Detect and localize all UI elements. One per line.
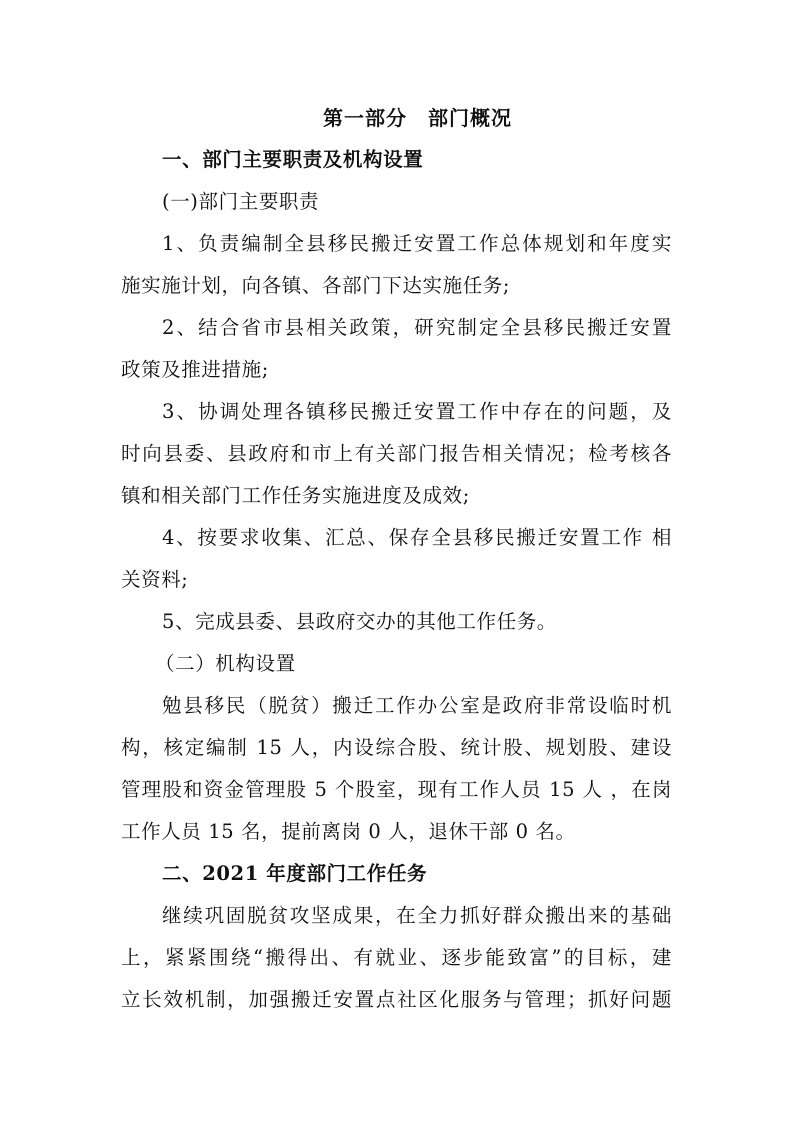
- duty-item3-line2: 时向县委、县政府和市上有关部门报告相关情况；检考核各: [121, 442, 672, 465]
- document-title: 第一部分 部门概况: [323, 106, 512, 130]
- organization-line1: 勉县移民（脱贫）搬迁工作办公室是政府非常设临时机: [162, 694, 672, 717]
- organization-line3: 管理股和资金管理股 5 个股室，现有工作人员 15 人 ，在岗: [121, 778, 672, 801]
- tasks-line2: 上，紧紧围绕“搬得出、有就业、逐步能致富”的目标，建: [121, 946, 672, 969]
- duty-item1-line2: 施实施计划，向各镇、各部门下达实施任务;: [121, 274, 511, 297]
- duty-item2-line1: 2、结合省市县相关政策，研究制定全县移民搬迁安置: [162, 316, 672, 339]
- section1-heading: 一、部门主要职责及机构设置: [162, 148, 424, 171]
- subsection1-heading: (一)部门主要职责: [162, 190, 320, 213]
- duty-item5-line1: 5、完成县委、县政府交办的其他工作任务。: [162, 610, 557, 633]
- duty-item1-line1: 1、负责编制全县移民搬迁安置工作总体规划和年度实: [162, 232, 672, 255]
- organization-line2: 构，核定编制 15 人，内设综合股、统计股、规划股、建设: [121, 736, 672, 759]
- duty-item3-line1: 3、协调处理各镇移民搬迁安置工作中存在的问题，及: [162, 400, 672, 423]
- section2-heading: 二、2021 年度部门工作任务: [162, 862, 428, 885]
- duty-item4-line2: 关资料;: [121, 568, 189, 591]
- tasks-line1: 继续巩固脱贫攻坚成果，在全力抓好群众搬出来的基础: [162, 904, 672, 927]
- duty-item3-line3: 镇和相关部门工作任务实施进度及成效;: [121, 484, 470, 507]
- duty-item4-line1: 4、按要求收集、汇总、保存全县移民搬迁安置工作 相: [162, 526, 672, 549]
- organization-line4: 工作人员 15 名，提前离岗 0 人，退休干部 0 名。: [121, 820, 576, 843]
- tasks-line3: 立长效机制，加强搬迁安置点社区化服务与管理；抓好问题: [121, 988, 672, 1011]
- duty-item2-line2: 政策及推进措施;: [121, 358, 269, 381]
- subsection2-heading: （二）机构设置: [155, 652, 296, 675]
